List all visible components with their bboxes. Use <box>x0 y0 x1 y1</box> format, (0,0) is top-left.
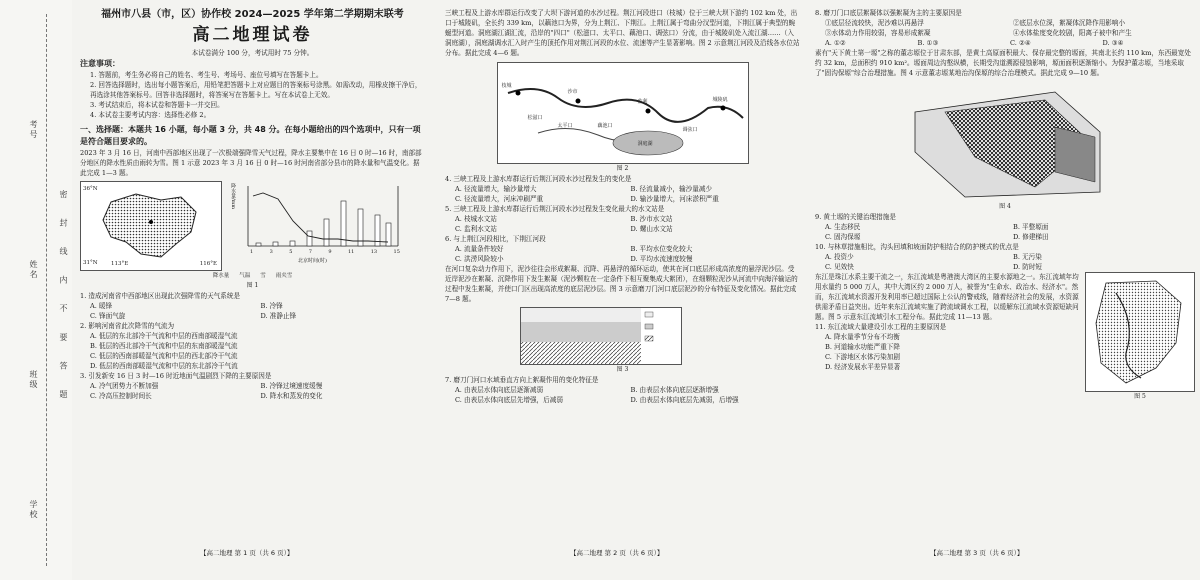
tick-label: 11 <box>347 249 355 255</box>
question-9: 9. 黄土塬的关键治理措施是 <box>815 213 896 221</box>
q8-options <box>815 38 1195 48</box>
legend-item: 雨夹雪 <box>275 273 293 279</box>
section-heading: 一、选择题：本题共 16 小题，每小题 3 分，共 48 分。在每小题给出的四个选项中，只有一项是符合题目要求的。 <box>80 125 421 146</box>
option: A. 流量条件较好 <box>455 245 504 253</box>
option: C. 固沟保塬 <box>825 233 861 241</box>
chart-xlabel: 北京时间(时) <box>298 258 327 264</box>
map-label: 松滋口 <box>527 115 543 121</box>
legend-item: 雪 <box>260 273 266 279</box>
figure-3-caption: 图 3 <box>616 366 629 373</box>
option: B. 沙市水文站 <box>630 215 673 223</box>
notice-3: 3. 考试结束后，将本试卷和答题卡一并交回。 <box>90 101 224 109</box>
figure-3 <box>520 307 682 365</box>
tick-label: 7 <box>308 249 312 255</box>
option: A. 枝城水文站 <box>455 215 497 223</box>
precip-chart <box>228 181 418 269</box>
exam-number-label: 考号 <box>29 120 38 140</box>
notice-4: 4. 本试卷主要考试内容：选择性必修 2。 <box>90 111 211 119</box>
map-label: 洞庭湖 <box>637 141 653 147</box>
tick-label: 1 <box>250 249 254 255</box>
page-2-footer: 【高二地理 第 2 页（共 6 页）】 <box>570 549 664 557</box>
option: B. 冷锋 <box>260 302 283 310</box>
question-1: 1. 造成河南省中西部地区出现此次强降雪的天气系统是 <box>80 292 241 300</box>
question-2: 2. 影响河南省此次降雪的气流为 <box>80 322 175 330</box>
option: D. ③④ <box>1102 39 1124 47</box>
statement: ②底层水位深，絮凝体沉降作用影响小 <box>1013 19 1126 27</box>
q5-options <box>445 214 800 234</box>
binding-line <box>46 14 47 566</box>
figure-1-caption: 图 1 <box>246 282 259 289</box>
coord-label: 31°N <box>83 260 98 266</box>
option: A. 冷气团势力不断加强 <box>90 382 159 390</box>
option: A. ①② <box>825 39 846 47</box>
figure-1 <box>80 181 425 271</box>
statement: ④水体盐度变化较剧，阳离子被中和产生 <box>1013 29 1132 37</box>
question-6: 6. 与上荆江河段相比，下荆江河段 <box>445 235 546 243</box>
seal-line-warning: 密 封 线 内 不 要 答 题 <box>59 190 68 407</box>
map-label: 监利 <box>637 99 648 105</box>
statement: ③水体动力作用较弱，容易形成絮凝 <box>825 29 931 37</box>
option: B. 径流量减小，输沙量减少 <box>630 185 713 193</box>
question-7: 7. 磨刀门河口水域垂直方向上絮凝作用的变化特征是 <box>445 376 599 384</box>
map-label: 调弦口 <box>682 127 698 133</box>
option: C. 下游地区水体污染加剧 <box>825 353 900 361</box>
option: D. 准静止锋 <box>260 312 297 320</box>
map-label: 沙市 <box>567 89 578 95</box>
notice-1: 1. 答题前，考生务必将自己的姓名、考生号、考场号、座位号填写在答题卡上。 <box>90 71 323 79</box>
passage-3: 在河口复杂动力作用下，泥沙往往会形成絮凝、沉降、再悬浮的循环运动，使其在河口底层形成高浓度的悬浮泥沙层。受近岸泥沙在絮凝、沉降作用下发生絮凝（泥沙颗粒在一定条件下相互聚集成大絮团），在细颗粒泥沙从河流中向海洋输运的过程中发生絮凝，并使口门区出现高浓度的底层泥沙层。图 3 示意磨刀门河口底层泥沙的分布特征及变化情况。据此完成 7—8 题。 <box>445 265 798 303</box>
exam-info: 本试卷满分 100 分，考试用时 75 分钟。 <box>191 49 314 57</box>
option: B. 冷锋过境速度缓慢 <box>260 382 323 390</box>
tick-label: 5 <box>289 249 293 255</box>
notice-2: 2. 回答选择题时，选出每小题答案后，用铅笔把答题卡上对应题目的答案标号涂黑。如需改动，用橡皮擦干净后，再选涂其他答案标号。回答非选择题时，将答案写在答题卡上。写在本试卷上无效。 <box>90 81 422 99</box>
page-2 <box>445 8 800 568</box>
option: A. 暖锋 <box>90 302 113 310</box>
question-8: 8. 磨刀门口底层絮凝体以强絮凝为主的主要原因是 <box>815 9 962 17</box>
map-label: 城陵矶 <box>712 97 728 103</box>
tick-label: 9 <box>328 249 332 255</box>
legend-item: 降水量 <box>212 273 230 279</box>
option: D. 输沙量增大，河床淤积严重 <box>630 195 719 203</box>
passage-2: 三峡工程及上游水库群运行改变了大坝下游河道的水沙过程。荆江河段进口（枝城）位于三峡大坝下游约 102 km 处，出口于城陵矶，全长约 339 km，以藕池口为界，分为上荆江、下荆江。上荆江属于弯曲分汊型河道，下荆江属于典型的蜿蜒型河道。洞庭湖江湖汇流，沿岸的"四口"（松滋口、太平口、藕池口、调弦口）分流，由于城陵矶处入流江湖……（入洞庭湖），洞庭湖调水汇入时产生的顶托作用对荆江河段的水位、流速等产生显著影响。图 2 示意荆江河段及沿线各水位站分布。据此完成 4—6 题。 <box>445 9 800 57</box>
tick-label: 3 <box>269 249 273 255</box>
option: D. 经济发展水平差异显著 <box>825 363 901 371</box>
question-3: 3. 引发新安 16 日 3 时—16 时近地面气温剧烈下降的主要原因是 <box>80 372 272 380</box>
option: C. 锋面气旋 <box>90 312 126 320</box>
option: C. 低层的西南部暖湿气流和中层的西北部冷干气流 <box>90 352 238 360</box>
class-label: 班级 <box>29 370 38 390</box>
passage-5-block <box>815 272 1195 402</box>
tick-label: 15 <box>393 249 400 255</box>
option: D. 低层的西南部暖湿气流和中层的东北部冷干气流 <box>90 362 238 370</box>
option: C. 洪涝风险较小 <box>455 255 504 263</box>
option: B. 平整塬面 <box>1013 223 1049 231</box>
q7-options <box>445 385 800 405</box>
option: B. 河道输水功能严重下降 <box>825 343 900 351</box>
coord-label: 116°E <box>199 261 217 267</box>
question-5: 5. 三峡工程及上游水库群运行后荆江河段水沙过程发生变化最大的水文站是 <box>445 205 665 213</box>
subject-title: 高二地理试卷 <box>192 25 313 45</box>
option: C. 冷高压控制时间长 <box>90 392 152 400</box>
option: A. 径流量增大，输沙量增大 <box>455 185 537 193</box>
map-label: 藕池口 <box>597 123 613 129</box>
option: C. ②④ <box>1010 39 1031 47</box>
coord-label: 36°N <box>83 186 98 192</box>
page-1 <box>80 8 425 568</box>
option: D. 修建梯田 <box>1013 233 1049 241</box>
q1-options <box>80 301 425 321</box>
figure-2-caption: 图 2 <box>616 165 629 172</box>
page-3 <box>815 8 1195 568</box>
option: C. 由表层水体向底层先增强，后减弱 <box>455 396 563 404</box>
map-label: 太平口 <box>557 123 573 129</box>
option: B. 无污染 <box>1013 253 1042 261</box>
option: B. 平均水位变化较大 <box>630 245 693 253</box>
option: B. 低层的西北部冷干气流和中层的东南部暖湿气流 <box>90 342 238 350</box>
school-label: 学校 <box>29 500 38 520</box>
legend-item: 气温 <box>239 273 251 279</box>
figure-4 <box>905 82 1105 202</box>
option: A. 低层的东北部冷干气流和中层的西南部暖湿气流 <box>90 332 238 340</box>
option: A. 生态移民 <box>825 223 861 231</box>
option: D. 平均水流速度较慢 <box>630 255 693 263</box>
q9-options <box>815 222 1195 242</box>
q4-options <box>445 184 800 204</box>
option: A. 投资少 <box>825 253 854 261</box>
option: A. 降水量季节分布不均衡 <box>825 333 900 341</box>
exam-title: 福州市八县（市，区）协作校 2024—2025 学年第二学期期末联考 <box>101 9 404 20</box>
option: A. 由表层水体向底层逐渐减弱 <box>455 386 544 394</box>
option: D. 防时短 <box>1013 263 1043 271</box>
passage-1: 2023 年 3 月 16 日，河南中西部地区出现了一次极端强降雪天气过程，降水主要集中在 16 日 0 时—16 时，南部部分地区的降水性质由雨转为雪。图 1 示意 2023 年 3 月 16 日 0 时—16 时河南省部分县市的降水量和气温变化。据此完成 1—3 题。 <box>80 149 422 177</box>
chart-ylabel: 降水量/mm <box>230 183 236 210</box>
q3-options <box>80 381 425 401</box>
figure-4-caption: 图 4 <box>999 203 1011 210</box>
map-label: 枝城 <box>501 83 512 89</box>
figure-5 <box>1085 272 1195 402</box>
figure-5-caption: 图 5 <box>1134 393 1146 400</box>
option: D. 螺山水文站 <box>630 225 673 233</box>
tick-label: 13 <box>370 249 378 255</box>
east-river-map <box>1085 272 1195 392</box>
coord-label: 113°E <box>111 261 129 267</box>
question-10: 10. 与林草措施相比，沟头回填和坡面防护相结合的防护模式的优点是 <box>815 243 1019 251</box>
option: B. 由表层水体向底层逐渐增强 <box>630 386 719 394</box>
option: C. 监利水文站 <box>455 225 497 233</box>
q8-items <box>815 18 1195 38</box>
option: D. 由表层水体向底层先减弱，后增强 <box>630 396 739 404</box>
question-4: 4. 三峡工程及上游水库群运行后荆江河段水沙过程发生的变化是 <box>445 175 632 183</box>
q10-options <box>815 252 1195 272</box>
binding-strip <box>0 0 72 580</box>
option: D. 降水和蒸发的变化 <box>260 392 323 400</box>
option: C. 见效快 <box>825 263 854 271</box>
passage-4: 素有"天下黄土第一塬"之称的董志塬位于甘肃东部，是黄土高原面积最大、保存最完整的塬面，其南北长约 110 km，东西最宽处约 32 km，总面积约 910 km²。塬面周边沟壑纵横，长期受沟道溯源侵蚀影响，塬面面积逐渐缩小。为保护董志塬，当地采取了"固沟保塬"综合治理措施。图 4 示意董志塬某地治沟保塬的综合治理模式。据此完成 9—10 题。 <box>815 49 1191 77</box>
chart-legend <box>80 271 425 281</box>
figure-2-map <box>497 62 749 164</box>
page-1-footer: 【高二地理 第 1 页（共 6 页）】 <box>200 549 294 557</box>
question-11: 11. 东江流域大量建设引水工程的主要原因是 <box>815 323 947 331</box>
page-3-footer: 【高二地理 第 3 页（共 6 页）】 <box>930 549 1024 557</box>
q6-options <box>445 244 800 264</box>
henan-map <box>80 181 222 271</box>
option: B. ①③ <box>917 39 939 47</box>
statement: ①底层径流较快，泥沙难以再悬浮 <box>825 19 924 27</box>
name-label: 姓名 <box>29 260 38 280</box>
notice-heading: 注意事项： <box>80 59 120 68</box>
passage-5: 东江是珠江水系主要干流之一，东江流域是粤港澳大湾区的主要水源地之一。东江流域年均用水量约 5 000 万人，其中大湾区约 2 000 万人，被誉为"生命水、政治水、经济水"。然而，东江流域水资源开发利用率已超过国际上公认的警戒线，随着经济社会的发展，水资源供需矛盾日益突出。近年来东江流域实施了跨流域调水工程，以缓解东江流域水资源短缺问题。图 5 示意东江流域引水工程分布。据此完成 11—13 题。 <box>815 273 1079 321</box>
option: C. 径流量增大，河床冲刷严重 <box>455 195 544 203</box>
